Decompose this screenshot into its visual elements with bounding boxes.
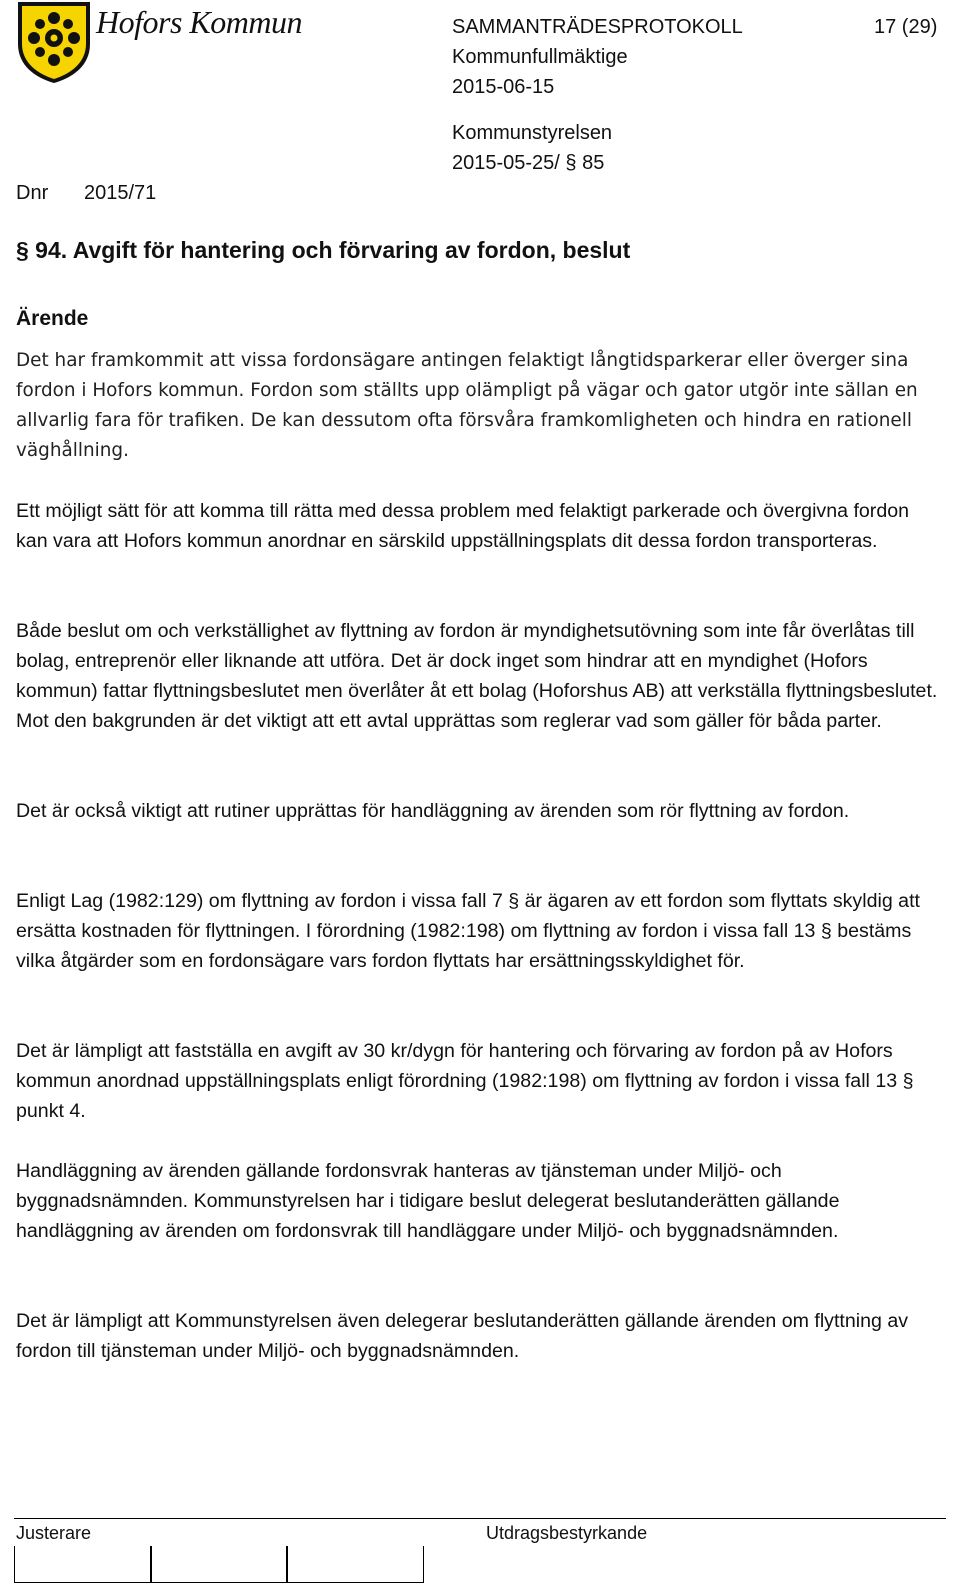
dnr-label: Dnr (16, 182, 49, 204)
brand-name: Hofors Kommun (96, 4, 302, 40)
meeting-date: 2015-06-15 (452, 76, 555, 98)
preparing-body: Kommunstyrelsen (452, 122, 613, 144)
meeting-body: Kommunfullmäktige (452, 46, 628, 68)
paragraph: Det är lämpligt att fastställa en avgift av 30 kr/dygn för hantering och förvaring av fordon på av Hofors kommun anordnad uppställningsplats enligt förordning (1982:198) om flyttning av fordon i vissa fall 13 § punkt 4. (16, 1040, 914, 1122)
paragraph: Ett möjligt sätt för att komma till rätta med dessa problem med felaktigt parkerade och övergivna fordon kan vara att Hofors kommun anordnar en särskild uppställningsplats dit dessa fordon transporteras. (16, 500, 910, 552)
paragraph: Det har framkommit att vissa fordonsägare antingen felaktigt långtidsparkerar eller överger sina fordon i Hofors kommun. Fordon som ställts upp olämpligt på vägar och gator utgör inte sällan en allvarlig fara för trafiken. De kan dessutom ofta försvåra framkomligheten och hindra en rationell väghållning. (16, 350, 918, 461)
signature-box (150, 1546, 288, 1583)
signature-box (14, 1546, 152, 1583)
footer-justerare: Justerare (16, 1523, 92, 1543)
paragraph: Enligt Lag (1982:129) om flyttning av fordon i vissa fall 7 § är ägaren av ett fordon som flyttats skyldig att ersätta kostnaden för flyttningen. I förordning (1982:198) om flyttning av fordon i vissa fall 13 § bestäms vilka åtgärder som en fordonsägare vars fordon flyttats har ersättningsskyldighet för. (16, 890, 920, 972)
coat-of-arms-icon (14, 0, 94, 84)
page-number: 17 (29) (874, 16, 938, 38)
paragraph: Både beslut om och verkställighet av flyttning av fordon är myndighetsutövning som inte får överlåtas till bolag, entreprenör eller liknande att utföra. Det är dock inget som hindrar att en myndighet (Hofors kommun) fattar flyttningsbeslutet men överlåter åt ett bolag (Hoforshus AB) att verkställa flyttningsbeslutet. Mot den bakgrunden är det viktigt att ett avtal upprättas som reglerar vad som gäller för båda parter. (16, 620, 938, 732)
footer-divider (14, 1518, 946, 1519)
paragraph: Det är också viktigt att rutiner upprättas för handläggning av ärenden som rör flyttning av fordon. (16, 800, 850, 822)
signature-box (286, 1546, 424, 1583)
section-title: § 94. Avgift för hantering och förvaring av fordon, beslut (16, 237, 631, 263)
case-heading: Ärende (16, 307, 89, 330)
footer-utdragsbestyrkande: Utdragsbestyrkande (486, 1523, 648, 1543)
paragraph: Det är lämpligt att Kommunstyrelsen även delegerar beslutanderätten gällande ärenden om flyttning av fordon till tjänsteman under Miljö- och byggnadsnämnden. (16, 1310, 909, 1362)
paragraph: Handläggning av ärenden gällande fordonsvrak hanteras av tjänsteman under Miljö- och byggnadsnämnden. Kommunstyrelsen har i tidigare beslut delegerat beslutanderätten gällande handläggning av ärenden om fordonsvrak till handläggare under Miljö- och byggnadsnämnden. (16, 1160, 840, 1242)
document-type: SAMMANTRÄDESPROTOKOLL (452, 16, 743, 38)
preparing-reference: 2015-05-25/ § 85 (452, 152, 605, 174)
dnr-value: 2015/71 (84, 182, 157, 204)
